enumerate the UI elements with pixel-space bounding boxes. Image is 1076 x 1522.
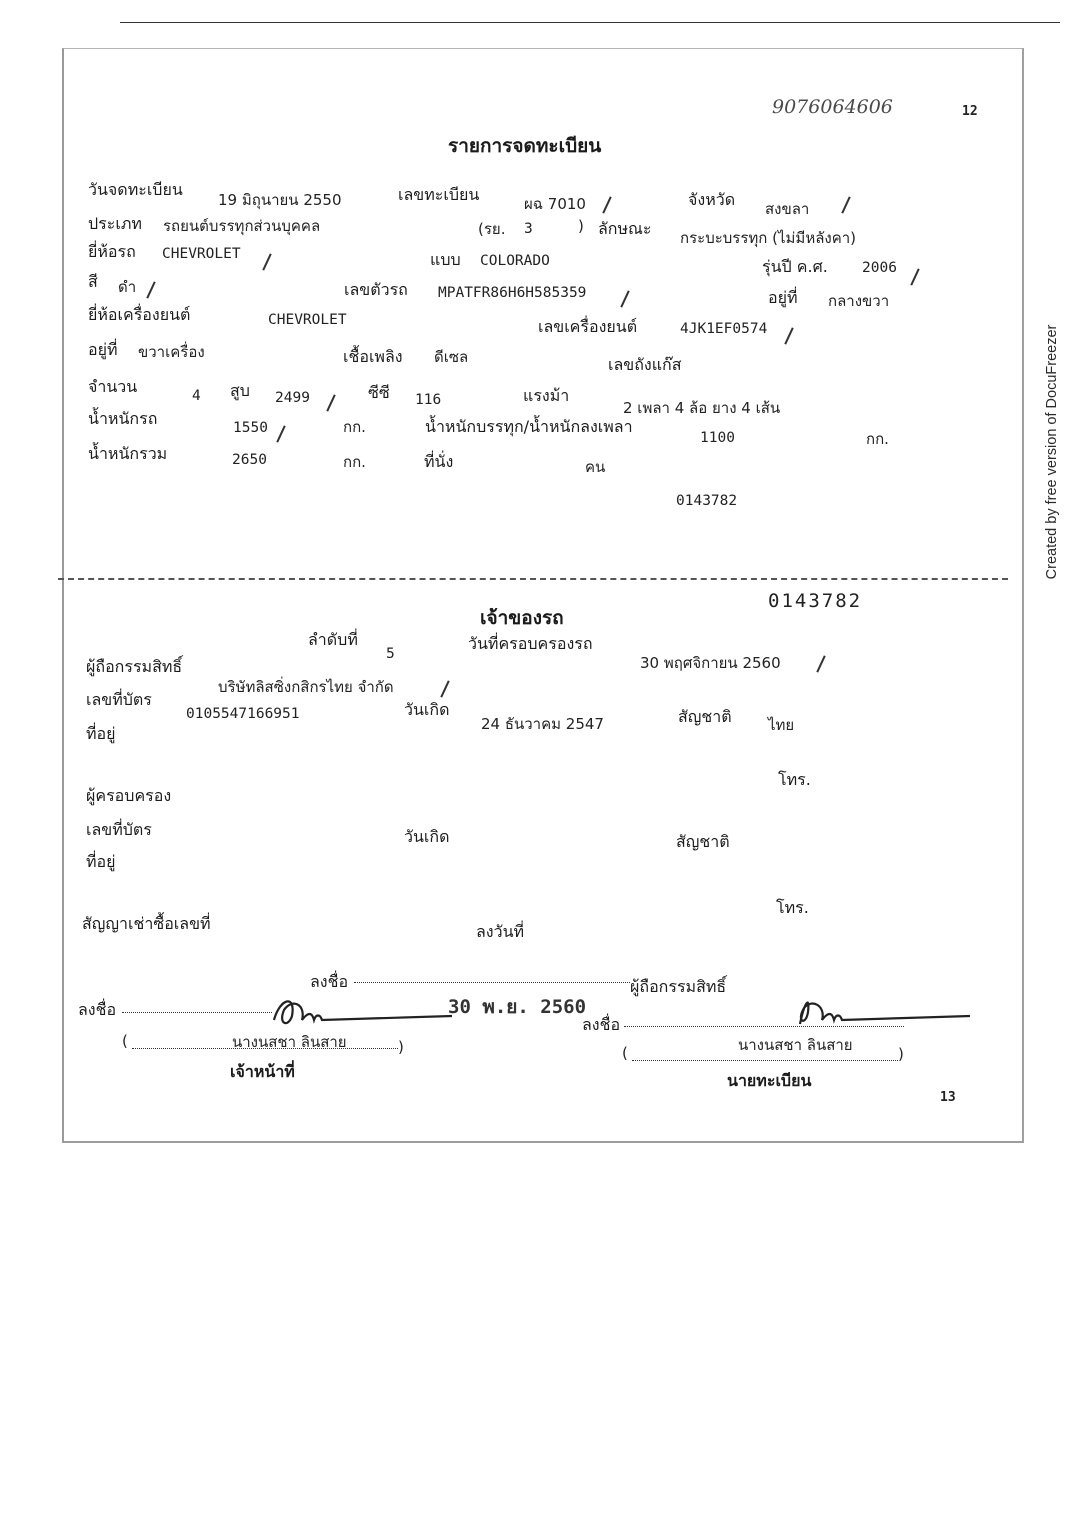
registrar-role: นายทะเบียน xyxy=(727,1071,812,1090)
officer-name-paren-close: ) xyxy=(398,1038,404,1056)
vehicle-weight-value: 1550 xyxy=(233,420,268,436)
color-label: สี xyxy=(88,272,98,291)
owner-title: เจ้าของรถ xyxy=(480,607,564,629)
gas-tank-label: เลขถังแก๊ส xyxy=(608,355,682,374)
cc-label: ซีซี xyxy=(368,383,390,402)
owner-id-label: เลขที่บัตร xyxy=(86,690,152,709)
type-value: รถยนต์บรรทุกส่วนบุคคล xyxy=(163,217,321,235)
load-weight-label: น้ำหนักบรรทุก/น้ำหนักลงเพลา xyxy=(425,417,633,436)
seats-unit: คน xyxy=(585,458,606,476)
sign-label: ลงชื่อ xyxy=(310,972,349,991)
section-divider xyxy=(58,578,1008,580)
owner-value: บริษัทลิสซิ่งกสิกรไทย จำกัด xyxy=(218,678,394,696)
province-label: จังหวัด xyxy=(688,190,736,209)
cylinders-value: 4 xyxy=(192,388,201,404)
registrar-signature xyxy=(784,990,974,1034)
owner-serial-stamp: 0143782 xyxy=(768,590,863,612)
registration-title: รายการจดทะเบียน xyxy=(448,135,602,157)
handwritten-reference: 9076064606 xyxy=(772,96,893,118)
possessor-born-label: วันเกิด xyxy=(404,827,450,846)
officer-sign-label: ลงชื่อ xyxy=(78,1000,117,1019)
registrar-name-paren-open: ( xyxy=(622,1044,628,1062)
type-label: ประเภท xyxy=(88,214,142,233)
total-weight-value: 2650 xyxy=(232,452,267,468)
engine-number-label: เลขเครื่องยนต์ xyxy=(538,317,638,336)
total-weight-label: น้ำหนักรวม xyxy=(88,444,168,463)
nationality-value: ไทย xyxy=(768,716,795,734)
possessor-nationality-label: สัญชาติ xyxy=(676,832,730,851)
docufreezer-watermark: Created by free version of DocuFreezer xyxy=(1044,324,1060,580)
page-number-bottom: 13 xyxy=(940,1090,956,1105)
brand-value: CHEVROLET xyxy=(162,246,241,262)
officer-name: นางนสชา ลินสาย xyxy=(232,1033,347,1051)
contract-label: สัญญาเช่าซื้อเลขที่ xyxy=(82,914,211,933)
chassis-label: เลขตัวรถ xyxy=(344,280,408,299)
officer-name-paren-open: ( xyxy=(122,1032,128,1050)
rs-close: ) xyxy=(578,217,584,235)
registrar-name: นางนสชา ลินสาย xyxy=(738,1036,853,1054)
top-border-line xyxy=(120,22,1060,23)
nationality-label: สัญชาติ xyxy=(678,707,732,726)
plate-value: ผฉ 7010 xyxy=(524,195,586,213)
color-value: ดำ xyxy=(118,278,137,296)
possess-date-label: วันที่ครอบครองรถ xyxy=(468,634,593,653)
kg-unit-2: กก. xyxy=(866,430,889,448)
engine-location-label: อยู่ที่ xyxy=(88,340,118,359)
order-value: 5 xyxy=(386,646,395,662)
fuel-value: ดีเซล xyxy=(434,348,469,366)
brand-label: ยี่ห้อรถ xyxy=(88,242,136,261)
chassis-value: MPATFR86H6H585359 xyxy=(438,285,587,301)
cc-value: 2499 xyxy=(275,390,310,406)
kg-unit-1: กก. xyxy=(343,418,366,436)
year-label: รุ่นปี ค.ศ. xyxy=(762,257,828,276)
registration-serial: 0143782 xyxy=(676,493,738,509)
engine-brand-label: ยี่ห้อเครื่องยนต์ xyxy=(88,305,191,324)
possess-date-value: 30 พฤศจิกายน 2560 xyxy=(640,654,781,672)
plate-label: เลขทะเบียน xyxy=(398,185,480,204)
order-label: ลำดับที่ xyxy=(308,630,358,649)
owner-label: ผู้ถือกรรมสิทธิ์ xyxy=(86,657,183,676)
page-number-top: 12 xyxy=(962,104,978,119)
phone-label: โทร. xyxy=(778,770,811,789)
registrar-name-paren-close: ) xyxy=(898,1045,904,1063)
axles-tires-value: 2 เพลา 4 ล้อ ยาง 4 เส้น xyxy=(623,399,781,417)
reg-date-value: 19 มิถุนายน 2550 xyxy=(218,191,342,209)
engine-number-value: 4JK1EF0574 xyxy=(680,321,768,337)
officer-role: เจ้าหน้าที่ xyxy=(230,1062,295,1081)
reg-date-label: วันจดทะเบียน xyxy=(88,180,183,199)
load-weight-value: 1100 xyxy=(700,430,735,446)
rs-open: (รย. xyxy=(478,220,506,238)
engine-location-value: ขวาเครื่อง xyxy=(138,343,205,361)
officer-signature xyxy=(266,990,456,1034)
year-value: 2006 xyxy=(862,260,897,276)
province-value: สงขลา xyxy=(765,200,810,218)
possessor-phone-label: โทร. xyxy=(776,898,809,917)
possessor-label: ผู้ครอบครอง xyxy=(86,786,172,805)
officer-signature-line xyxy=(122,1012,272,1013)
body-value: กระบะบรรทุก (ไม่มีหลังคา) xyxy=(680,229,857,247)
possessor-address-label: ที่อยู่ xyxy=(86,852,116,871)
possessor-id-label: เลขที่บัตร xyxy=(86,820,152,839)
chassis-location-label: อยู่ที่ xyxy=(768,288,798,307)
horsepower-label: แรงม้า xyxy=(523,386,570,405)
rs-number: 3 xyxy=(524,221,533,237)
address-label: ที่อยู่ xyxy=(86,724,116,743)
registrar-name-line xyxy=(632,1060,898,1061)
born-label: วันเกิด xyxy=(404,700,450,719)
signed-date-label: ลงวันที่ xyxy=(476,922,525,941)
count-label: จำนวน xyxy=(88,377,138,396)
owner-sign-role: ผู้ถือกรรมสิทธิ์ xyxy=(630,977,727,996)
model-value: COLORADO xyxy=(480,253,550,269)
born-value: 24 ธันวาคม 2547 xyxy=(481,715,604,733)
registrar-sign-label: ลงชื่อ xyxy=(582,1015,621,1034)
kg-unit-3: กก. xyxy=(343,453,366,471)
seats-label: ที่นั่ง xyxy=(424,452,454,471)
date-stamp: 30 พ.ย. 2560 xyxy=(448,996,587,1018)
chassis-location-value: กลางขวา xyxy=(828,292,890,310)
engine-brand-value: CHEVROLET xyxy=(268,312,347,328)
fuel-label: เชื้อเพลิง xyxy=(343,347,403,366)
horsepower-value: 116 xyxy=(415,392,442,408)
body-label: ลักษณะ xyxy=(598,219,652,238)
model-label: แบบ xyxy=(430,250,461,269)
cylinders-label: สูบ xyxy=(230,381,250,400)
vehicle-weight-label: น้ำหนักรถ xyxy=(88,409,158,428)
owner-id-value: 0105547166951 xyxy=(186,706,300,722)
owner-signature-line xyxy=(354,982,630,983)
